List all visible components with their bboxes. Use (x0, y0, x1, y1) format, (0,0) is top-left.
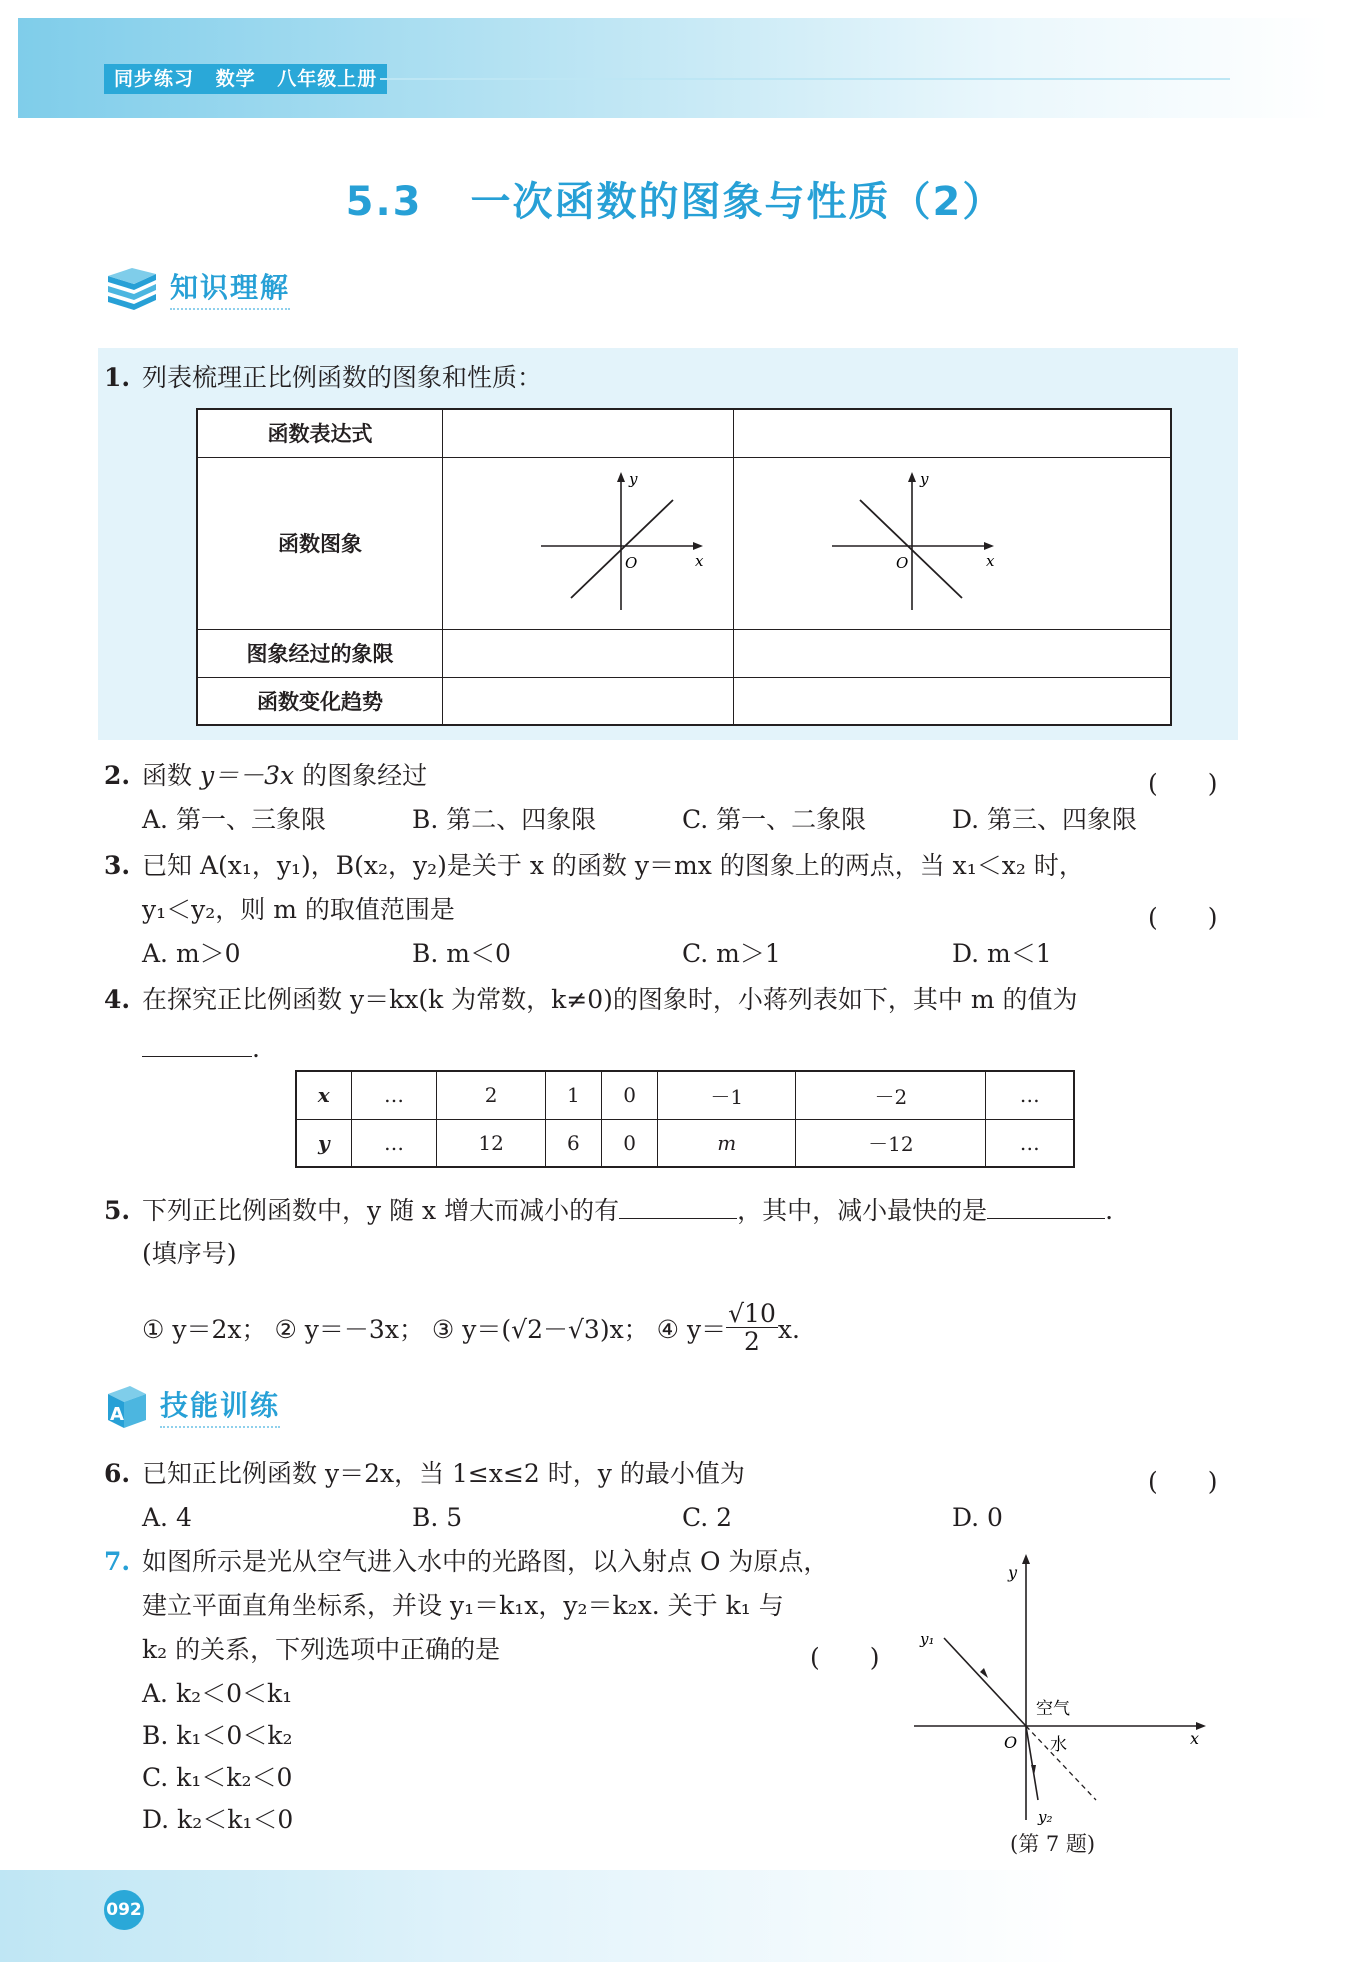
origin-label: O (625, 553, 638, 572)
q5-functions (142, 1300, 800, 1360)
q3-stem-line1: 3. 已知 A(x₁，y₁)，B(x₂，y₂)是关于 x 的函数 y＝mx 的图象上的两点，当 x₁＜x₂ 时， (104, 851, 1084, 880)
q6-options (142, 1500, 1242, 1536)
y-cell: … (351, 1119, 437, 1167)
option-a[interactable]: A. 第一、三象限 (142, 805, 326, 834)
q4-answer-line: . (142, 1030, 260, 1067)
y-cell: m (658, 1119, 796, 1167)
option-c[interactable]: C. 第一、二象限 (682, 805, 867, 834)
page-number: 092 (104, 1890, 144, 1930)
row-label: 函数表达式 (197, 409, 443, 457)
x-axis-label: x (695, 551, 704, 570)
section-title: 一次函数的图象与性质（2） (470, 179, 1005, 225)
option-a[interactable]: A. m＞0 (142, 939, 241, 968)
q5-blank-fastest[interactable] (987, 1192, 1105, 1219)
y-axis-label: y (629, 469, 638, 488)
x-cell: … (986, 1071, 1074, 1119)
row-label: 函数图象 (197, 457, 443, 629)
air-label: 空气 (1036, 1699, 1070, 1719)
graph-cell-decreasing (734, 457, 1171, 629)
y-header: y (296, 1119, 351, 1167)
book-series-tag (104, 64, 387, 94)
section-knowledge (104, 266, 290, 310)
book-title: 同步练习 (114, 68, 195, 90)
option-b[interactable]: B. 第二、四象限 (412, 805, 597, 834)
function-3: ③ y＝(√2－√3)x； (431, 1315, 649, 1344)
section-skills-label: 技能训练 (160, 1384, 280, 1428)
decreasing-line-graph (734, 458, 1099, 628)
answer-cell[interactable] (443, 409, 734, 457)
q4-table (295, 1070, 1075, 1168)
water-label: 水 (1050, 1735, 1067, 1755)
letter-a-cube-icon (104, 1382, 150, 1430)
y-cell: … (986, 1119, 1074, 1167)
books-icon (104, 266, 160, 310)
answer-cell[interactable] (443, 677, 734, 725)
q7-light-path-figure (900, 1550, 1220, 1870)
x-cell: 1 (545, 1071, 601, 1119)
footer-band (0, 1870, 1350, 1962)
option-c[interactable]: C. k₁＜k₂＜0 (142, 1763, 293, 1792)
option-d[interactable]: D. 0 (952, 1503, 1003, 1532)
q7-figure-caption: (第 7 题) (1010, 1832, 1096, 1856)
grade-label: 八年级上册 (277, 68, 378, 90)
q5-stem-line2: (填序号) (142, 1239, 237, 1268)
y2-ray-label: y₂ (1038, 1808, 1053, 1826)
q3-answer-bracket[interactable]: ( ) (1148, 903, 1218, 932)
q1-table (196, 408, 1172, 726)
q1-text: 1. 列表梳理正比例函数的图象和性质： (104, 363, 543, 392)
x-cell: －2 (796, 1071, 986, 1119)
q3-options (142, 936, 1242, 972)
x-cell: －1 (658, 1071, 796, 1119)
origin-label: O (896, 553, 909, 572)
y-cell: 12 (437, 1119, 545, 1167)
answer-cell[interactable] (734, 677, 1171, 725)
option-d[interactable]: D. 第三、四象限 (952, 805, 1138, 834)
function-2: ② y＝－3x； (274, 1315, 424, 1344)
row-label: 图象经过的象限 (197, 629, 443, 677)
x-cell: … (351, 1071, 437, 1119)
y-cell: 0 (601, 1119, 657, 1167)
q7-stem-line1: 7. 如图所示是光从空气进入水中的光路图，以入射点 O 为原点， (104, 1547, 829, 1576)
section-number: 5.3 (345, 179, 423, 225)
x-cell: 2 (437, 1071, 545, 1119)
header-divider (380, 78, 1230, 80)
option-d[interactable]: D. k₂＜k₁＜0 (142, 1805, 294, 1834)
option-c[interactable]: C. m＞1 (682, 939, 781, 968)
answer-cell[interactable] (734, 629, 1171, 677)
option-d[interactable]: D. m＜1 (952, 939, 1052, 968)
fraction: $\frac{√10}{2}$ (728, 1298, 776, 1356)
q5-blank-decreasing[interactable] (619, 1192, 737, 1219)
function-4: ④ y＝ $\frac{√10}{2}$ x. (656, 1298, 800, 1356)
q4-stem-line1: 4. 在探究正比例函数 y＝kx(k 为常数，k≠0)的图象时，小蒋列表如下，其中 m 的值为 (104, 985, 1078, 1014)
option-a[interactable]: A. k₂＜0＜k₁ (142, 1679, 293, 1708)
q2-options (142, 802, 1242, 838)
q2-stem: 2. 函数 y＝－3x 的图象经过 (104, 761, 428, 790)
q3-stem-line2: y₁＜y₂，则 m 的取值范围是 (142, 895, 455, 924)
option-c[interactable]: C. 2 (682, 1503, 733, 1532)
option-b[interactable]: B. k₁＜0＜k₂ (142, 1721, 293, 1750)
x-header: x (296, 1071, 351, 1119)
row-label: 函数变化趋势 (197, 677, 443, 725)
x-cell: 0 (601, 1071, 657, 1119)
q2-answer-bracket[interactable]: ( ) (1148, 769, 1218, 798)
graph-cell-increasing (443, 457, 734, 629)
answer-cell[interactable] (443, 629, 734, 677)
x-axis-label: x (1190, 1729, 1200, 1748)
option-b[interactable]: B. m＜0 (412, 939, 511, 968)
answer-cell[interactable] (734, 409, 1171, 457)
y-cell: －12 (796, 1119, 986, 1167)
origin-label: O (1004, 1733, 1018, 1752)
q5-stem-line1: 5. 下列正比例函数中，y 随 x 增大而减小的有 ，其中，减小最快的是 . (104, 1192, 1113, 1229)
option-a[interactable]: A. 4 (142, 1503, 192, 1532)
section-skills (104, 1382, 280, 1430)
y-axis-label: y (1008, 1563, 1018, 1582)
svg-text:A: A (110, 1404, 124, 1425)
subject-label: 数学 (215, 68, 256, 90)
q6-stem: 6. 已知正比例函数 y＝2x，当 1≤x≤2 时，y 的最小值为 (104, 1459, 745, 1488)
function-1: ① y＝2x； (142, 1315, 267, 1344)
q7-answer-bracket[interactable]: ( ) (810, 1643, 880, 1672)
q4-answer-blank[interactable] (142, 1030, 252, 1057)
x-axis-label: x (986, 551, 995, 570)
q7-stem-line2: 建立平面直角坐标系，并设 y₁＝k₁x，y₂＝k₂x. 关于 k₁ 与 (142, 1591, 784, 1620)
q6-answer-bracket[interactable]: ( ) (1148, 1467, 1218, 1496)
y-axis-label: y (920, 469, 929, 488)
page-title (0, 170, 1350, 227)
q7-stem-line3: k₂ 的关系，下列选项中正确的是 (142, 1635, 501, 1664)
option-b[interactable]: B. 5 (412, 1503, 463, 1532)
y1-ray-label: y₁ (920, 1630, 935, 1648)
section-knowledge-label: 知识理解 (170, 266, 290, 310)
y-cell: 6 (545, 1119, 601, 1167)
